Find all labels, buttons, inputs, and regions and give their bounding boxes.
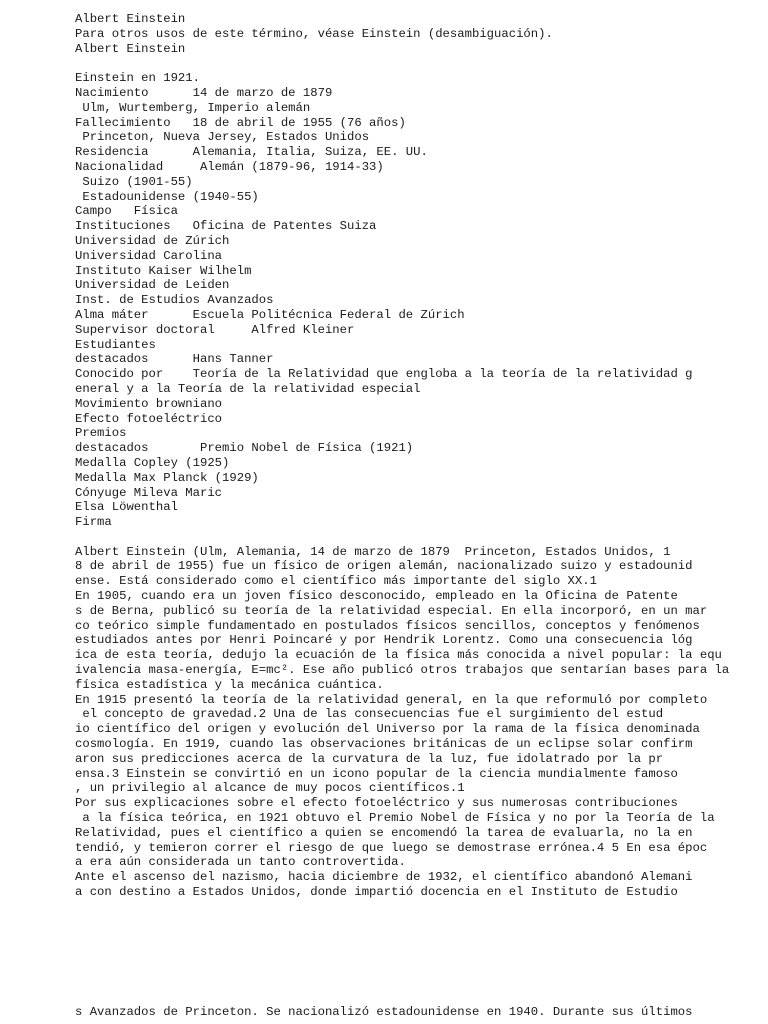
document-line: Nacimiento 14 de marzo de 1879: [75, 85, 333, 100]
document-continuation-line: s Avanzados de Princeton. Se nacionalizó estadounidense en 1940. Durante sus últimos: [75, 1005, 693, 1019]
document-line: Relatividad, pues el científico a quien se encomendó la tarea de evaluarla, no la en: [75, 825, 693, 840]
document-line: ense. Está considerado como el científico más importante del siglo XX.1: [75, 574, 597, 589]
document-line: Medalla Max Planck (1929): [75, 470, 259, 485]
document-line: s de Berna, publicó su teoría de la relatividad especial. En ella incorporó, en un mar: [75, 603, 708, 618]
document-line: Estadounidense (1940-55): [75, 189, 259, 204]
document-line: Suizo (1901-55): [75, 174, 193, 189]
document-line: destacados Premio Nobel de Física (1921): [75, 441, 414, 456]
document-line: Princeton, Nueva Jersey, Estados Unidos: [75, 130, 370, 145]
document-line: Ulm, Wurtemberg, Imperio alemán: [75, 100, 311, 115]
document-line: ensa.3 Einstein se convirtió en un icono popular de la ciencia mundialmente famoso: [75, 766, 678, 781]
document-line: Residencia Alemania, Italia, Suiza, EE. UU.: [75, 145, 428, 160]
document-line: Movimiento browniano: [75, 396, 223, 411]
document-line: [75, 56, 765, 71]
document-line: cosmología. En 1919, cuando las observaciones británicas de un eclipse solar confirm: [75, 737, 693, 752]
document-line: Nacionalidad Alemán (1879-96, 1914-33): [75, 159, 384, 174]
document-line: Efecto fotoeléctrico: [75, 411, 223, 426]
document-line: a la física teórica, en 1921 obtuvo el Premio Nobel de Física y no por la Teoría de la: [75, 811, 715, 826]
document-line: Campo Física: [75, 204, 178, 219]
document-line: Alma máter Escuela Politécnica Federal de Zúrich: [75, 307, 465, 322]
document-line: Universidad de Leiden: [75, 278, 230, 293]
document-line: io científico del origen y evolución del Universo por la rama de la física denominada: [75, 722, 700, 737]
document-line: Premios: [75, 426, 127, 441]
document-line: Por sus explicaciones sobre el efecto fotoeléctrico y sus numerosas contribuciones: [75, 796, 678, 811]
document-line: física estadística y la mecánica cuántica.: [75, 677, 384, 692]
document-line: , un privilegio al alcance de muy pocos científicos.1: [75, 781, 465, 796]
document-line: Inst. de Estudios Avanzados: [75, 293, 274, 308]
document-line: estudiados antes por Henri Poincaré y por Hendrik Lorentz. Como una consecuencia lóg: [75, 633, 693, 648]
document-line: Instituciones Oficina de Patentes Suiza: [75, 219, 377, 234]
document-line: Universidad de Zúrich: [75, 233, 230, 248]
document-line: Instituto Kaiser Wilhelm: [75, 263, 252, 278]
document-line: aron sus predicciones acerca de la curvatura de la luz, fue idolatrado por la pr: [75, 751, 664, 766]
document-text-block: [75, 12, 765, 900]
document-line: Conocido por Teoría de la Relatividad que engloba a la teoría de la relatividad g: [75, 367, 693, 382]
document-line: Elsa Löwenthal: [75, 500, 178, 515]
document-line: ivalencia masa-energía, E=mc². Ese año publicó otros trabajos que sentarían bases para la: [75, 663, 730, 678]
document-line: a con destino a Estados Unidos, donde impartió docencia en el Instituto de Estudio: [75, 885, 678, 900]
document-line: Fallecimiento 18 de abril de 1955 (76 años): [75, 115, 406, 130]
document-line: En 1915 presentó la teoría de la relatividad general, en la que reformuló por completo: [75, 692, 708, 707]
document-line: Albert Einstein: [75, 12, 186, 26]
document-line: Albert Einstein (Ulm, Alemania, 14 de marzo de 1879 Princeton, Estados Unidos, 1: [75, 544, 671, 559]
document-line: Universidad Carolina: [75, 248, 223, 263]
document-line: a era aún considerada un tanto controvertida.: [75, 855, 406, 870]
document-line: Albert Einstein: [75, 41, 186, 56]
document-line: En 1905, cuando era un joven físico desconocido, empleado en la Oficina de Patente: [75, 589, 678, 604]
document-line: ica de esta teoría, dedujo la ecuación de la física más conocida a nivel popular: la equ: [75, 648, 722, 663]
document-line: Firma: [75, 515, 112, 530]
document-line: Para otros usos de este término, véase Einstein (desambiguación).: [75, 26, 553, 41]
document-line: co teórico simple fundamentado en postulados físicos sencillos, conceptos y fenómenos: [75, 618, 700, 633]
document-line: Supervisor doctoral Alfred Kleiner: [75, 322, 355, 337]
document-line: eneral y a la Teoría de la relatividad especial: [75, 381, 421, 396]
document-line: Einstein en 1921.: [75, 71, 200, 86]
document-line: Ante el ascenso del nazismo, hacia diciembre de 1932, el científico abandonó Alemani: [75, 870, 693, 885]
document-line: el concepto de gravedad.2 Una de las consecuencias fue el surgimiento del estud: [75, 707, 664, 722]
document-line: [75, 530, 765, 545]
document-line: tendió, y temieron correr el riesgo de que luego se demostrase errónea.4 5 En esa époc: [75, 840, 708, 855]
document-line: Estudiantes: [75, 337, 156, 352]
document-line: 8 de abril de 1955) fue un físico de origen alemán, nacionalizado suizo y estadounid: [75, 559, 693, 574]
document-line: Cónyuge Mileva Maric: [75, 485, 223, 500]
document-line: destacados Hans Tanner: [75, 352, 274, 367]
document-line: Medalla Copley (1925): [75, 455, 230, 470]
